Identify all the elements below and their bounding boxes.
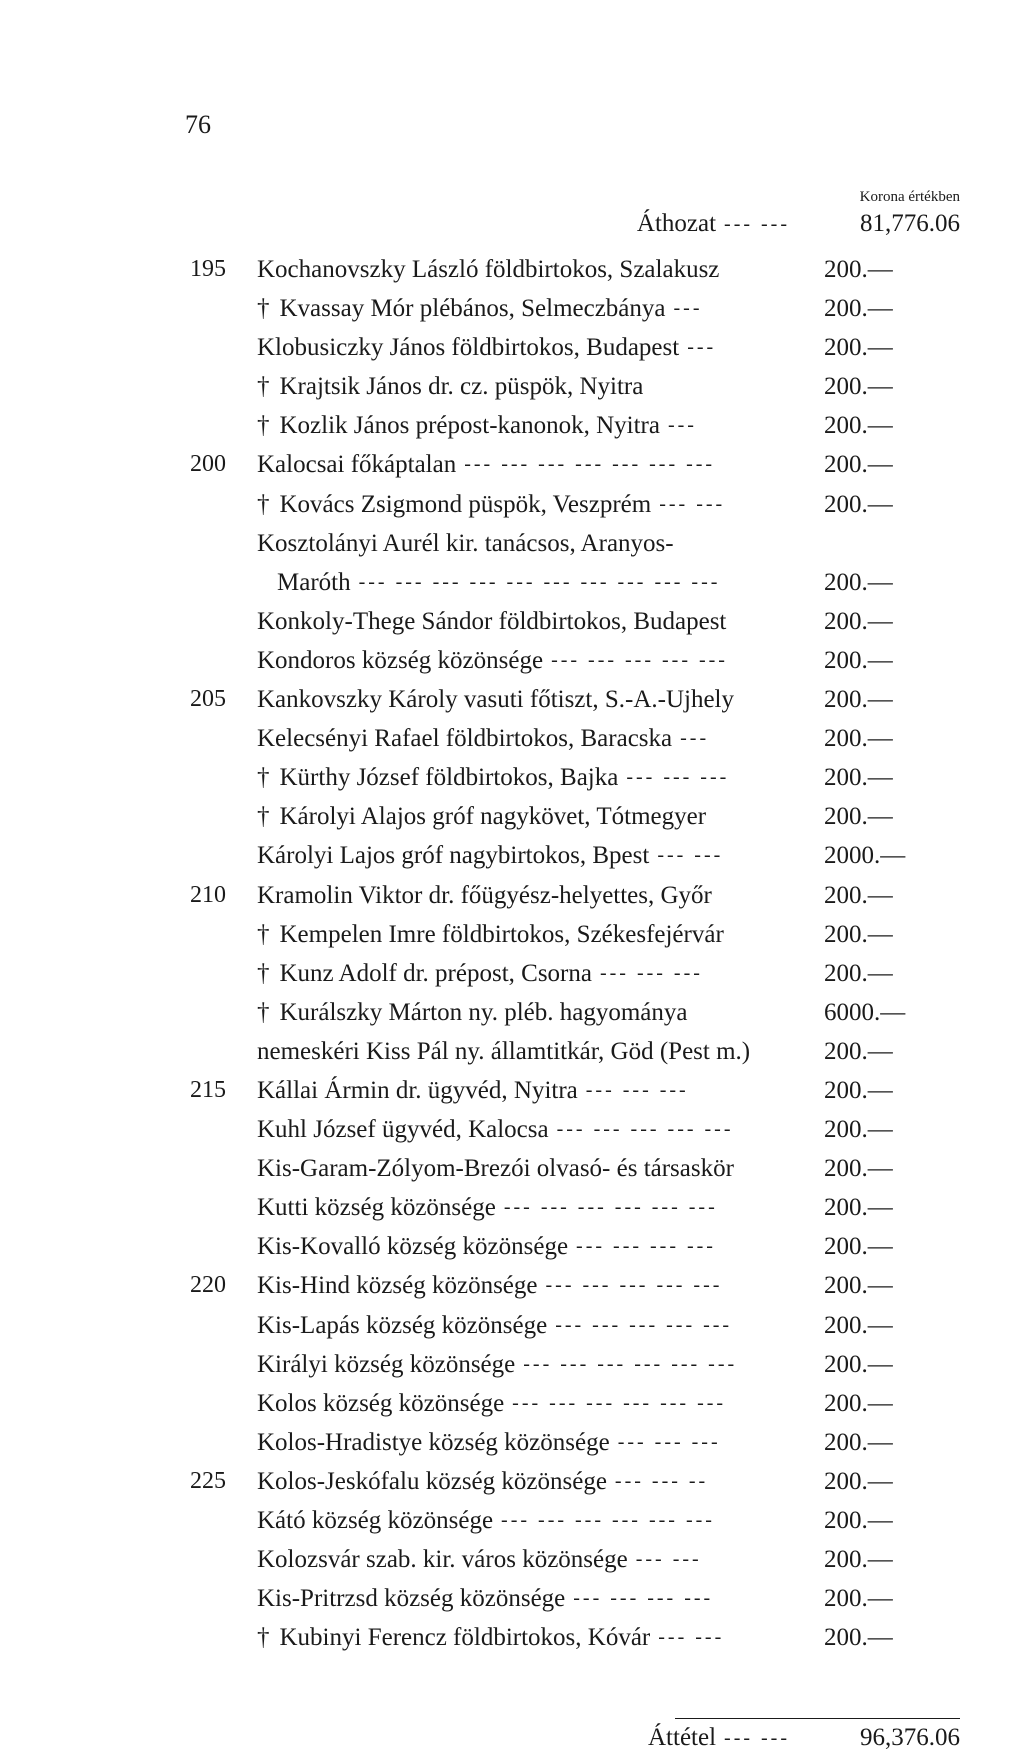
dot-leader: --- <box>680 727 710 750</box>
entry-amount: 200.— <box>824 490 893 518</box>
entry-text <box>257 1345 815 1384</box>
entry-text <box>257 1618 815 1657</box>
dot-leader: --- --- --- --- --- <box>551 648 728 671</box>
entry-text <box>257 602 815 641</box>
dot-leader: --- --- --- <box>585 1078 689 1101</box>
list-item <box>190 1462 960 1501</box>
entry-name: Kállai Ármin dr. ügyvéd, Nyitra <box>257 1076 578 1104</box>
entry-name: Kozlik János prépost-kanonok, Nyitra <box>279 412 660 440</box>
dot-leader: --- --- --- --- --- --- <box>503 1196 718 1219</box>
sum-rule <box>675 1718 960 1719</box>
entry-number: 200 <box>190 451 226 478</box>
entry-name: nemeskéri Kiss Pál ny. államtitkár, Göd (Pest m.) <box>257 1037 751 1065</box>
dagger-icon: † <box>257 1624 270 1652</box>
entry-amount: 200.— <box>824 295 893 323</box>
list-item <box>190 1540 960 1579</box>
entry-name: Kondoros község közönsége <box>257 646 544 674</box>
list-item <box>190 641 960 680</box>
list-item <box>190 367 960 406</box>
dagger-icon: † <box>257 295 270 323</box>
dot-leader: --- <box>673 297 703 320</box>
entry-amount: 200.— <box>824 607 893 635</box>
entry-text <box>257 836 815 875</box>
entry-text <box>257 1266 815 1305</box>
list-item <box>190 563 960 602</box>
entry-name: Kis-Hind község közönsége <box>257 1272 538 1300</box>
list-item <box>190 797 960 836</box>
entry-amount: 200.— <box>824 1350 893 1378</box>
entry-amount: 200.— <box>824 1507 893 1534</box>
list-item <box>190 445 960 484</box>
entry-name: Kvassay Mór plébános, Selmeczbánya <box>279 295 666 323</box>
entry-name: Kolos-Jeskófalu község közönsége <box>257 1467 607 1495</box>
list-item <box>190 1188 960 1227</box>
entry-text <box>257 915 815 954</box>
donor-list <box>190 250 960 1657</box>
entry-name: Kolozsvár szab. kir. város közönsége <box>257 1546 628 1574</box>
entry-amount: 200.— <box>824 1116 893 1144</box>
entry-text <box>257 1110 815 1149</box>
entry-name: Krajtsik János dr. cz. püspök, Nyitra <box>279 373 644 401</box>
entry-name: Kis-Garam-Zólyom-Brezói olvasó- és társaskör <box>257 1155 734 1183</box>
entry-name: Kürthy József földbirtokos, Bajka <box>279 764 619 792</box>
entry-text <box>257 250 815 289</box>
entry-amount: 200.— <box>824 1233 893 1261</box>
dot-leader: --- --- --- --- --- <box>545 1274 723 1297</box>
dagger-icon: † <box>257 490 270 518</box>
list-item <box>190 1345 960 1384</box>
entry-name: Kramolin Viktor dr. főügyész-helyettes, Győr <box>257 881 712 909</box>
entry-amount: 200.— <box>824 1076 893 1104</box>
list-item <box>190 915 960 954</box>
dagger-icon: † <box>257 373 270 401</box>
dagger-icon: † <box>257 803 270 831</box>
list-item <box>190 524 960 563</box>
entry-name: Kempelen Imre földbirtokos, Székesfejérvár <box>279 920 724 948</box>
entry-amount: 200.— <box>824 1155 893 1183</box>
dagger-icon: † <box>257 764 270 792</box>
entry-amount: 200.— <box>824 646 893 674</box>
entry-amount: 200.— <box>824 1311 893 1339</box>
entry-text <box>257 641 815 680</box>
entry-text <box>257 524 815 563</box>
entry-name: Konkoly-Thege Sándor földbirtokos, Budapest <box>257 607 727 635</box>
dot-leader: --- <box>687 336 717 359</box>
list-item <box>190 993 960 1032</box>
dot-leader: --- <box>667 414 697 437</box>
entry-name: Károlyi Lajos gróf nagybirtokos, Bpest <box>257 842 650 870</box>
dagger-icon: † <box>257 920 270 948</box>
entry-amount: 200.— <box>824 686 893 714</box>
list-item <box>190 1149 960 1188</box>
entry-amount: 200.— <box>824 881 893 909</box>
page-number: 76 <box>185 110 211 139</box>
entry-amount: 200.— <box>824 412 893 440</box>
list-item <box>190 836 960 875</box>
entry-name: Kátó község közönsége <box>257 1507 494 1534</box>
entry-text <box>257 485 815 524</box>
list-item <box>190 1227 960 1266</box>
entry-text <box>257 1227 815 1266</box>
entry-name: Kutti község közönsége <box>257 1194 496 1222</box>
entry-number: 225 <box>190 1467 226 1494</box>
dot-leader: --- --- --- --- <box>576 1235 716 1258</box>
list-item <box>190 250 960 289</box>
entry-amount: 200.— <box>824 920 893 948</box>
entry-text <box>257 954 815 993</box>
entry-text <box>257 328 815 367</box>
entry-text <box>257 993 815 1032</box>
entry-amount: 200.— <box>824 1546 893 1574</box>
entry-name: Kurálszky Márton ny. pléb. hagyománya <box>279 998 688 1026</box>
dot-leader: --- --- --- <box>626 766 730 789</box>
entry-amount: 2000.— <box>824 842 906 870</box>
entry-text <box>257 1071 815 1110</box>
list-item <box>190 1423 960 1462</box>
entry-name: Királyi község közönsége <box>257 1350 516 1378</box>
currency-note: Korona értékben <box>859 189 960 205</box>
dot-leader: --- --- --- --- --- --- --- --- --- --- <box>358 570 721 593</box>
entry-amount: 200.— <box>824 373 893 401</box>
entry-amount: 200.— <box>824 1272 893 1300</box>
entry-text <box>257 1188 815 1227</box>
entry-name: Maróth <box>277 568 351 596</box>
list-item <box>190 954 960 993</box>
dot-leader: --- --- <box>657 844 724 867</box>
entry-name: Kalocsai főkáptalan <box>257 451 457 479</box>
entry-amount: 200.— <box>824 1428 893 1456</box>
entry-text <box>277 563 815 602</box>
entry-name: Klobusiczky János földbirtokos, Budapest <box>257 334 680 362</box>
entry-text <box>257 680 815 719</box>
entry-amount: 200.— <box>824 803 893 831</box>
entry-text <box>257 1149 815 1188</box>
entry-number: 215 <box>190 1076 226 1103</box>
entry-name: Kis-Lapás község közönsége <box>257 1311 548 1339</box>
dot-leader: --- --- --- --- --- --- <box>523 1352 738 1375</box>
entry-name: Kovács Zsigmond püspök, Veszprém <box>279 490 652 518</box>
entry-name: Kolos-Hradistye község közönsége <box>257 1428 610 1456</box>
entry-name: Károlyi Alajos gróf nagykövet, Tótmegyer <box>279 803 707 831</box>
dot-leader: --- --- --- <box>617 1430 721 1453</box>
list-item <box>190 1618 960 1657</box>
list-item <box>190 876 960 915</box>
entry-amount: 200.— <box>824 334 893 362</box>
entry-name: Kuhl József ügyvéd, Kalocsa <box>257 1116 549 1144</box>
entry-amount: 200.— <box>824 1389 893 1417</box>
dot-leader: --- --- --- --- --- --- --- <box>464 453 716 476</box>
dot-leader: --- --- --- --- --- <box>556 1118 734 1141</box>
dagger-icon: † <box>257 959 270 987</box>
entry-text <box>257 406 815 445</box>
entry-name: Kochanovszky László földbirtokos, Szalakusz <box>257 256 720 283</box>
dagger-icon: † <box>257 998 270 1026</box>
entry-number: 220 <box>190 1272 226 1299</box>
entry-amount: 200.— <box>824 256 893 283</box>
entry-amount: 200.— <box>824 959 893 987</box>
dot-leader: --- --- --- --- --- --- <box>501 1509 715 1531</box>
list-item <box>190 1306 960 1345</box>
list-item <box>190 719 960 758</box>
carried-forward-value: 96,376.06 <box>860 1724 960 1751</box>
entry-name: Kelecsényi Rafael földbirtokos, Baracska <box>257 725 673 753</box>
dot-leader: --- --- --- <box>599 961 703 984</box>
entry-amount: 200.— <box>824 725 893 753</box>
entry-text <box>257 1384 815 1423</box>
dot-leader: --- --- --- --- --- <box>555 1313 733 1336</box>
list-item <box>190 602 960 641</box>
list-item <box>190 289 960 328</box>
entry-name: Kunz Adolf dr. prépost, Csorna <box>279 959 592 987</box>
entry-name: Kis-Kovalló község közönsége <box>257 1233 569 1261</box>
brought-forward-label: Áthozat --- --- <box>636 210 790 237</box>
entry-name: Kankovszky Károly vasuti főtiszt, S.-A.-Ujhely <box>257 686 735 714</box>
entry-text <box>257 1032 815 1071</box>
entry-text <box>257 445 815 484</box>
entry-text <box>257 367 815 406</box>
entry-name: Kolos község közönsége <box>257 1389 505 1417</box>
dagger-icon: † <box>257 412 270 440</box>
list-item <box>190 1071 960 1110</box>
list-item <box>190 1579 960 1618</box>
brought-forward-value: 81,776.06 <box>860 210 960 237</box>
entry-amount: 200.— <box>824 568 893 596</box>
carried-forward-label: Áttétel --- --- <box>648 1724 790 1751</box>
entry-number: 210 <box>190 881 226 908</box>
list-item <box>190 406 960 445</box>
list-item <box>190 485 960 524</box>
dot-leader: --- --- -- <box>614 1469 709 1492</box>
list-item <box>190 328 960 367</box>
entry-amount: 200.— <box>824 1194 893 1222</box>
list-item <box>190 1501 960 1540</box>
entry-text <box>257 797 815 836</box>
entry-amount: 200.— <box>824 451 893 479</box>
entry-amount: 200.— <box>824 1624 893 1652</box>
entry-text <box>257 1579 815 1618</box>
entry-number: 205 <box>190 686 226 713</box>
entry-text <box>257 289 815 328</box>
entry-text <box>257 876 815 915</box>
list-item <box>190 1384 960 1423</box>
dot-leader: --- --- <box>658 1626 725 1649</box>
list-item <box>190 758 960 797</box>
brought-forward-row <box>190 206 960 242</box>
entry-text <box>257 1540 815 1579</box>
entry-name: Kosztolányi Aurél kir. tanácsos, Aranyos- <box>257 529 674 557</box>
list-item <box>190 1032 960 1071</box>
entry-amount: 200.— <box>824 1585 893 1613</box>
entry-text <box>257 1306 815 1345</box>
entry-name: Kis-Pritrzsd község közönsége <box>257 1585 566 1613</box>
list-item <box>190 680 960 719</box>
entry-text <box>257 1423 815 1462</box>
entry-number: 195 <box>190 256 226 282</box>
dot-leader: --- --- --- --- <box>573 1587 714 1610</box>
dot-leader: --- --- <box>659 492 726 515</box>
dot-leader: --- --- <box>635 1548 702 1571</box>
dot-leader: --- --- --- --- --- --- <box>512 1391 727 1414</box>
entry-amount: 200.— <box>824 1037 893 1065</box>
entry-text <box>257 758 815 797</box>
entry-name: Kubinyi Ferencz földbirtokos, Kóvár <box>279 1624 651 1652</box>
entry-text <box>257 1501 815 1540</box>
list-item <box>190 1110 960 1149</box>
entry-amount: 200.— <box>824 1467 893 1495</box>
carried-forward-row <box>190 1720 960 1756</box>
entry-text <box>257 1462 815 1501</box>
entry-amount: 6000.— <box>824 998 906 1026</box>
list-item <box>190 1266 960 1305</box>
entry-text <box>257 719 815 758</box>
entry-amount: 200.— <box>824 764 893 792</box>
